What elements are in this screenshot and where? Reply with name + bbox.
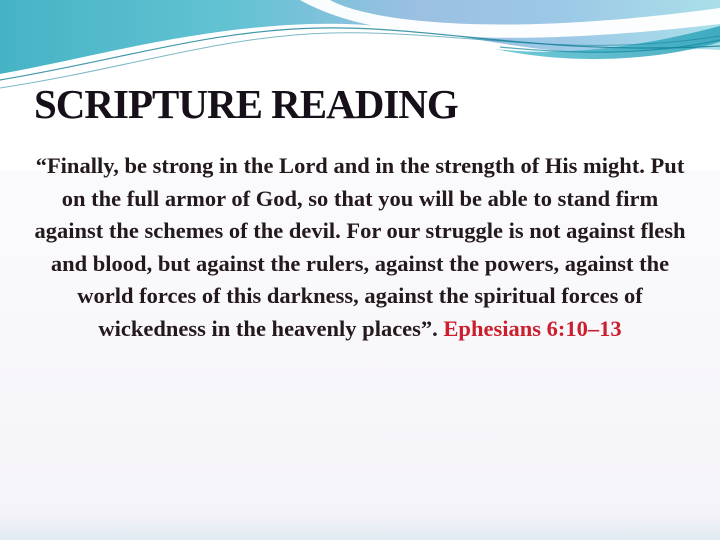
scripture-reference: Ephesians 6:10–13 (443, 315, 622, 341)
scripture-text-block (30, 150, 690, 345)
scripture-quote: “Finally, be strong in the Lord and in the strength of His might. Put on the full armor of God, so that you will be able to stand firm against the schemes of the devil. For our struggle is not against flesh and blood, but against the rulers, against the powers, against the world forces of this darkness, against the spiritual forces of wickedness in the heavenly places”. (34, 153, 686, 341)
bottom-gradient-tint (0, 514, 720, 540)
slide-title: SCRIPTURE READING (34, 81, 458, 127)
